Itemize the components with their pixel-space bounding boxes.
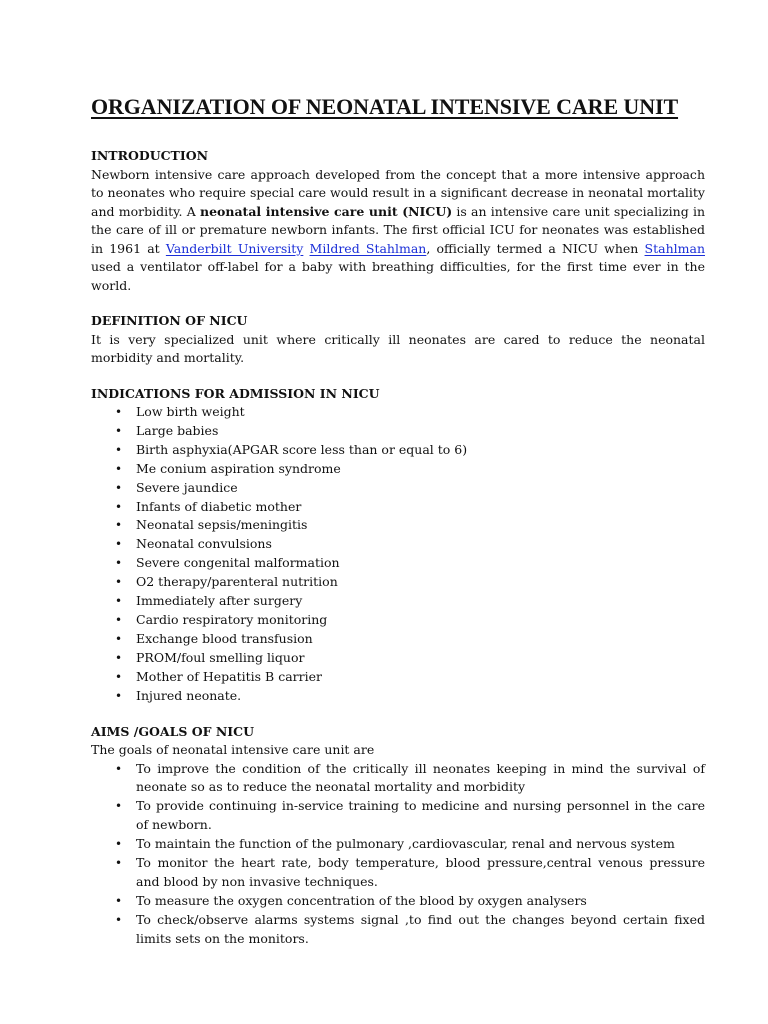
bullet-icon: • [115,405,123,419]
aims-intro: The goals of neonatal intensive care unit are [91,742,375,757]
list-item: • Severe jaundice [91,479,705,498]
introduction-paragraph: Newborn intensive care approach developed from the concept that a more intensive approach to neonates who require special care would result in a significant decrease in neonatal mortality and morbidity. A neonatal intensive care unit (NICU) is an intensive care unit specializing in the care of ill or premature newborn infants. The first official ICU for neonates was established in 1961 at Vanderbilt University Mildred Stahlman, officially termed a NICU when Stahlman used a ventilator off-label for a baby with breathing difficulties, for the first time ever in the world. [91,166,705,293]
stahlman-link[interactable]: Stahlman [644,240,705,256]
list-item: • To provide continuing in-service training to medicine and nursing personnel in the care of newborn. [115,798,705,833]
list-item: • O2 therapy/parenteral nutrition [91,573,705,592]
bullet-icon: • [115,761,123,776]
bullet-icon: • [115,893,123,908]
list-item: • Neonatal sepsis/meningitis [91,516,705,535]
list-item: • Injured neonate. [91,687,705,706]
list-item: • PROM/foul smelling liquor [91,649,705,668]
aims-heading: AIMS /GOALS OF NICU [91,723,254,739]
bullet-icon: • [115,537,123,552]
bullet-icon: • [115,799,123,814]
list-item: • Exchange blood transfusion [91,630,705,649]
list-item: • Birth asphyxia(APGAR score less than or equal to 6) [91,441,705,460]
list-item: • Cardio respiratory monitoring [91,611,705,630]
bullet-icon: • [115,631,123,646]
bullet-icon: • [115,480,123,495]
list-item: • Neonatal convulsions [91,535,705,554]
bullet-icon: • [115,594,123,609]
bullet-icon: • [115,912,123,927]
list-item: • Immediately after surgery [91,592,705,611]
bullet-icon: • [115,612,123,627]
list-item: • Mother of Hepatitis B carrier [91,668,705,687]
introduction-heading: INTRODUCTION [91,148,209,163]
list-item: • Large babies [91,422,705,441]
indications-heading: INDICATIONS FOR ADMISSION IN NICU [91,385,380,401]
bullet-icon: • [115,442,123,457]
list-item: • To improve the condition of the critically ill neonates keeping in mind the survival of neonate so as to reduce the neonatal mortality and morbidity [115,760,705,795]
list-item: • To monitor the heart rate, body temperature, blood pressure,central venous pressure and blood by non invasive techniques. [115,855,705,889]
bullet-icon: • [115,423,123,438]
bullet-icon: • [115,518,123,533]
bullet-icon: • [115,837,123,852]
document-title: ORGANIZATION OF NEONATAL INTENSIVE CARE UNIT [91,94,679,119]
bullet-icon: • [115,669,123,684]
list-item: • To maintain the function of the pulmonary ,cardiovascular, renal and nervous system [91,835,705,854]
nicu-term: neonatal intensive care unit (NICU) [199,203,453,219]
bullet-icon: • [115,575,123,590]
bullet-icon: • [115,688,123,703]
bullet-icon: • [115,461,123,476]
list-item: • Me conium aspiration syndrome [91,460,705,479]
bullet-icon: • [115,856,123,871]
document-page [91,93,705,949]
list-item: • Low birth weight [91,403,705,422]
mildred-stahlman-link[interactable]: Mildred Stahlman [309,240,427,256]
vanderbilt-university-link[interactable]: Vanderbilt University [165,240,304,256]
definition-heading: DEFINITION OF NICU [91,313,248,328]
bullet-icon: • [115,650,123,665]
list-item: • To check/observe alarms systems signal ,to find out the changes beyond certain fixed limits sets on the monitors. [115,911,705,946]
bullet-icon: • [115,556,123,571]
indications-list [91,403,705,706]
list-item: • To measure the oxygen concentration of the blood by oxygen analysers [91,892,705,911]
list-item: • Infants of diabetic mother [91,498,705,517]
list-item: • Severe congenital malformation [91,554,705,573]
bullet-icon: • [115,499,123,514]
definition-paragraph: It is very specialized unit where critically ill neonates are cared to reduce the neonatal morbidity and mortality. [91,331,705,365]
aims-list [91,760,705,949]
